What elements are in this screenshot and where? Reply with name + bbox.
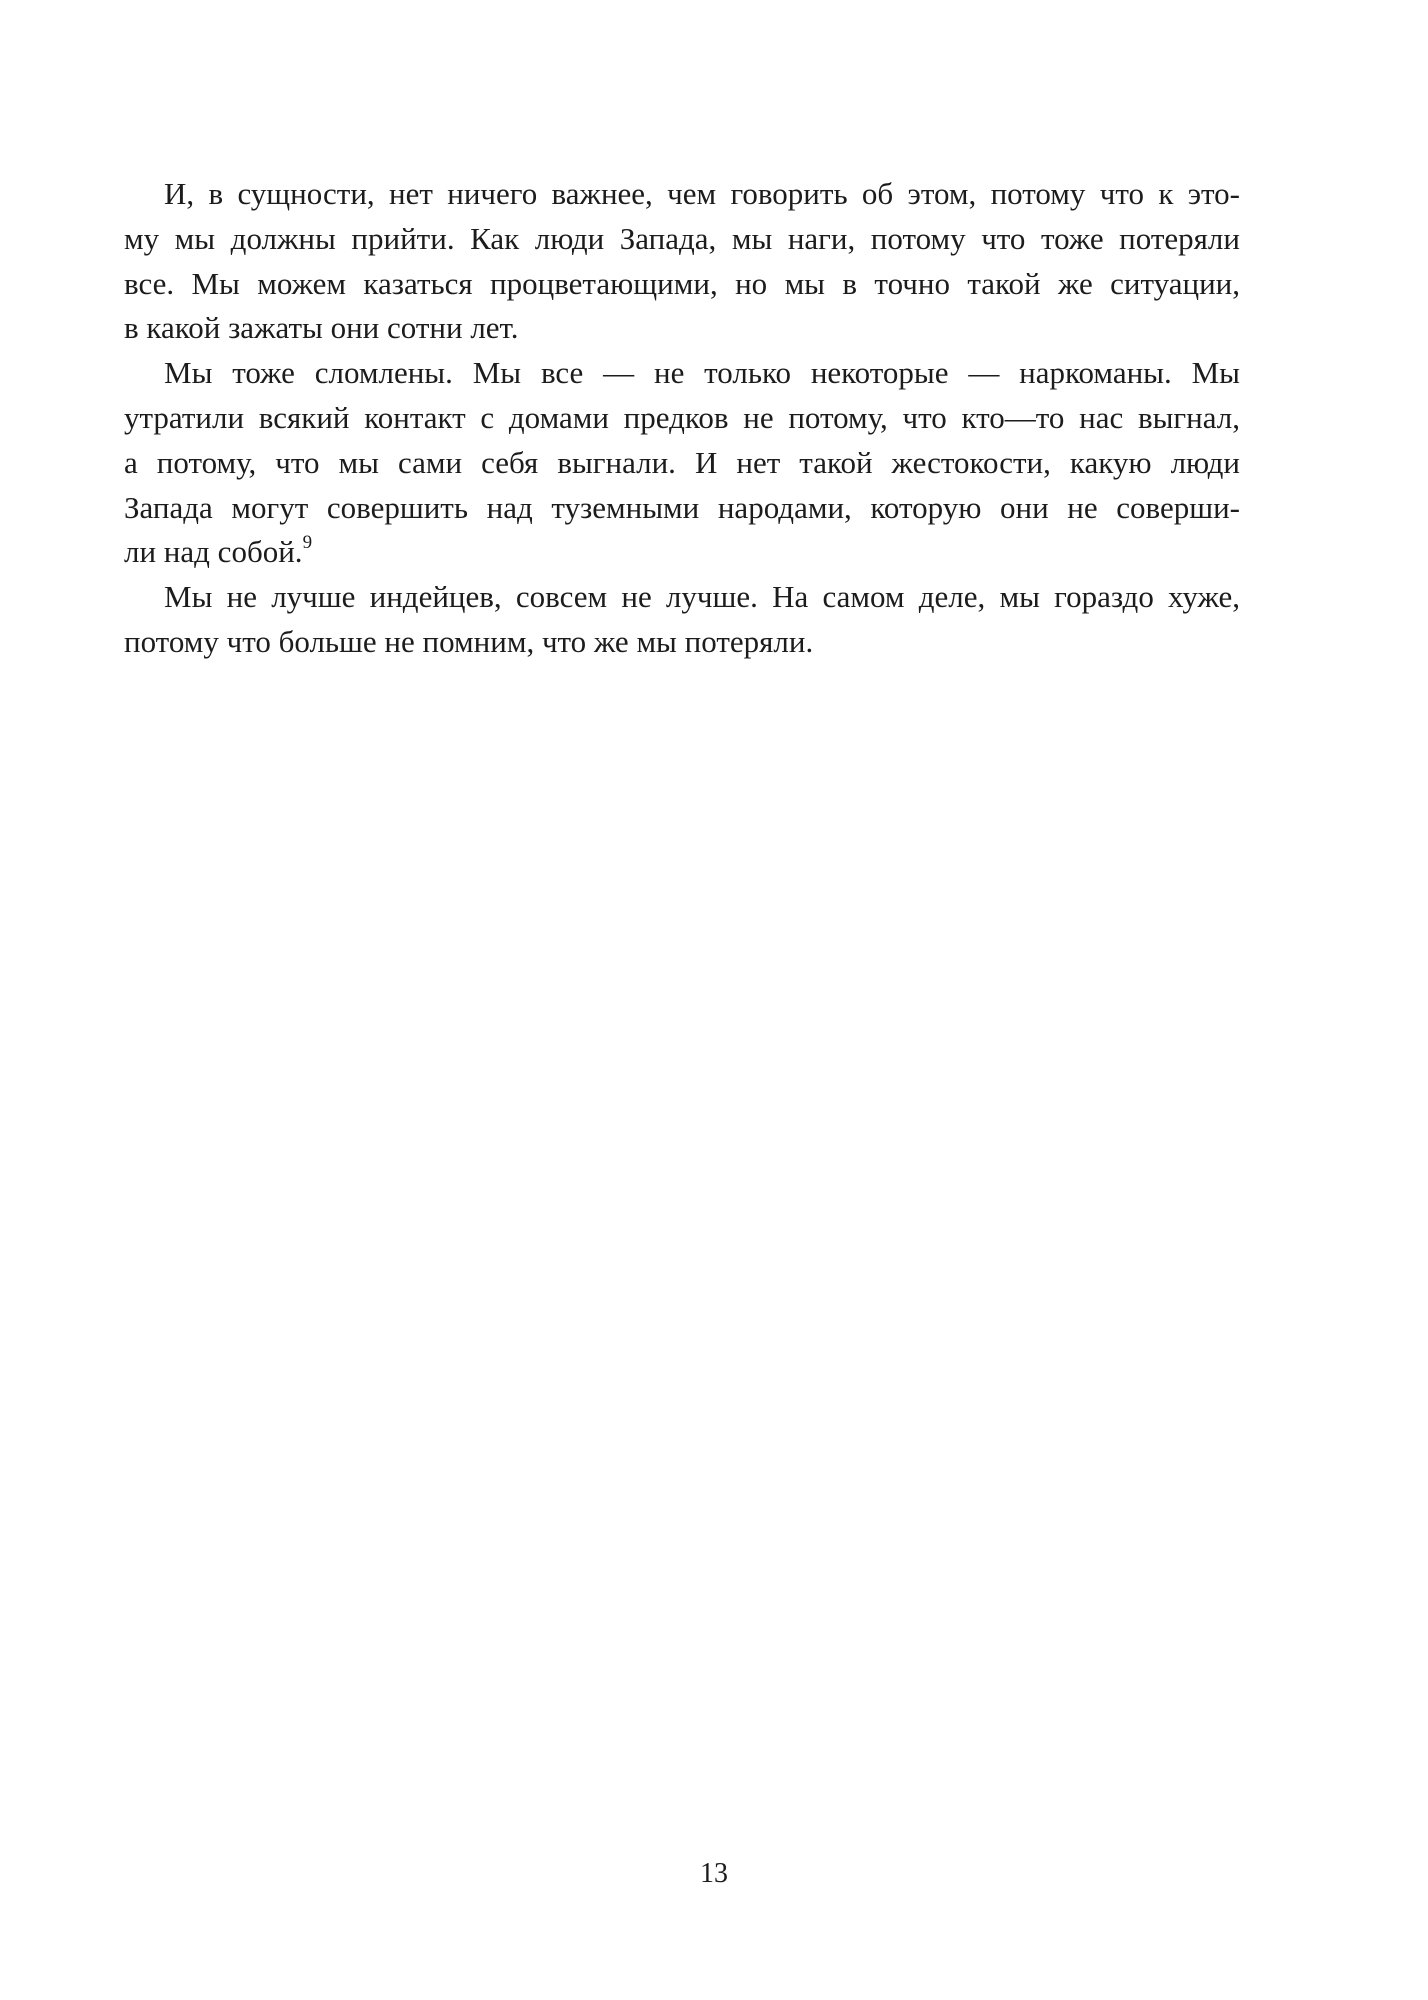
paragraph-2-line-2: утратили всякий контакт с домами предков не потому, что кто—то нас выгнал, — [124, 399, 1240, 435]
page-number: 13 — [700, 1858, 728, 1889]
paragraph-2-line-5 — [124, 530, 1240, 575]
paragraph-2-line-5-text: ли над собой. — [124, 534, 303, 570]
paragraph-3-line-1: Мы не лучше индейцев, совсем не лучше. На самом деле, мы гораздо хуже, — [164, 579, 1240, 615]
body-text — [124, 172, 1240, 665]
paragraph-2-line-3: а потому, что мы сами себя выгнали. И нет такой жестокости, какую люди — [124, 444, 1240, 480]
paragraph-2-line-4: Запада могут совершить над туземными народами, которую они не соверши- — [124, 489, 1240, 525]
paragraph-1-line-4: в какой зажаты они сотни лет. — [124, 310, 519, 346]
paragraph-3-line-2: потому что больше не помним, что же мы потеряли. — [124, 623, 814, 659]
footnote-reference[interactable]: 9 — [302, 532, 313, 554]
paragraph-1-line-1: И, в сущности, нет ничего важнее, чем говорить об этом, потому что к это- — [164, 176, 1240, 211]
paragraph-1-line-3: все. Мы можем казаться процветающими, но мы в точно такой же ситуации, — [124, 265, 1240, 301]
paragraph-2-line-1: Мы тоже сломлены. Мы все — не только некоторые — наркоманы. Мы — [164, 355, 1240, 391]
paragraph-1-line-2: му мы должны прийти. Как люди Запада, мы наги, потому что тоже потеряли — [124, 220, 1240, 256]
